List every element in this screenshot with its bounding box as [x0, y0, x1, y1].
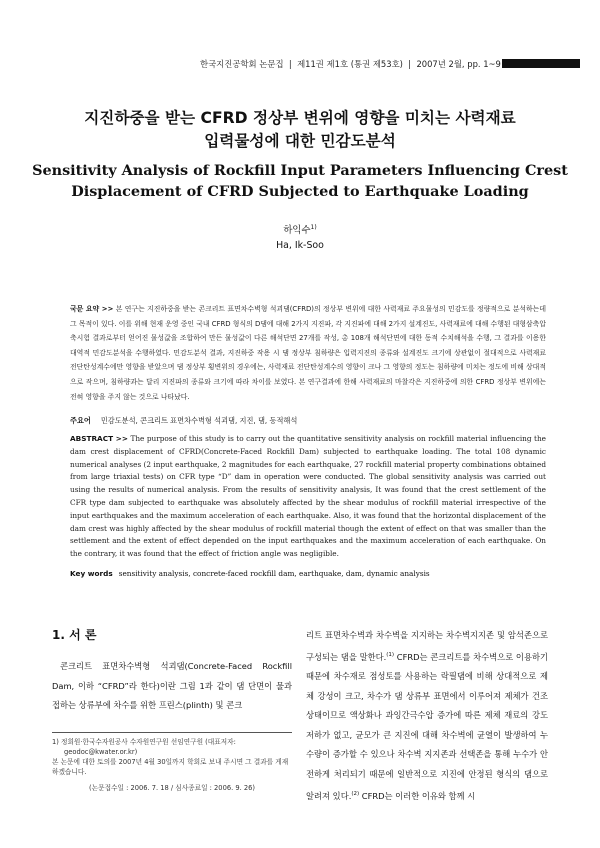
korean-abstract-text: 본 연구는 지진하중을 받는 콘크리트 표면차수벽형 석괴댐(CFRD)의 정상부 변위에 대한 사력재료 주요물성의 민감도를 정량적으로 분석하는데 그 목적이 있다. 이를 위해 현재 운영 중인 국내 CFRD 형식의 D댐에 대해 2가지 지진파, 각 지진파에 대해 2가지 설계진도, 사력재료에 대해 수행된 대형삼축압축시험 결과로부터 얻어진 물성값을 조합하여 만든 물성값이 다른 해석단면 27개를 작성, 총 108개 해석단면에 대한 동적 수치해석을 수행, 그 결과를 이용한 대역적 민감도분석을 수행하였다. 민감도분석 결과, 지진하중 작용 시 댐 정상부 침하량은 입력지진의 종류와 설계진도 크기에 상관없이 절대적으로 사력재료 전단탄성계수에만 영향을 받았으며 댐 정상부 횡변위의 경우에는, 사력재료 전단탄성계수의 영향이 크나 그 영향의 정도는 침하량에 미치는 정도에 비해 상대적으로 작으며, 침하량과는 달리 지진파의 종류와 크기에 따라 차이를 보였다. 본 연구결과에 한해 사력재료의 마찰각은 지진하중에 의한 CFRD 정상부 변위에는 전혀 영향을 주지 않는 것으로 나타났다. [70, 305, 546, 401]
english-keywords [70, 569, 546, 578]
date-pages: 2007년 2월, pp. 1~9 [416, 59, 501, 69]
korean-title [0, 107, 600, 153]
english-title [0, 160, 600, 202]
author-korean: 하익수$^{1)}$ [283, 223, 317, 236]
citation-2: (2) [351, 790, 360, 797]
english-title-line1: Sensitivity Analysis of Rockfill Input Parameters Influencing Crest [32, 162, 568, 179]
footnote-dates: (논문접수일 : 2006. 7. 18 / 심사종료일 : 2006. 9. 26) [89, 784, 255, 792]
korean-title-line2: 입력물성에 대한 민감도분석 [204, 132, 396, 150]
header-black-bar [502, 59, 580, 68]
introduction-paragraph-right: 리트 표면차수벽과 차수벽을 지지하는 차수벽지지존 및 암석존으로 구성되는 댐을 말한다.$^{(1)}$ CFRD는 콘크리트를 차수벽으로 이용하기 때문에 차수재로 점성토를 사용하는 락필댐에 비해 상대적으로 제체 강성이 크고, 차수가 댐 상류부 표면에서 이루어져 제체가 건조상태이므로 액상화나 과잉간극수압 증가에 따른 제체 재료의 강도저하가 없고, 균모가 큰 지진에 대해 차수벽에 균열이 발생하여 누수량이 증가할 수 있으나 차수벽 지지존과 선택존을 통해 누수가 안전하게 처리되기 때문에 일반적으로 지진에 안정된 형식의 댐으로 알려져 있다.$^{(2)}$ CFRD는 이러한 이유와 함께 시 [306, 630, 548, 801]
author-superscript: 1) [310, 223, 317, 231]
running-header: 한국지진공학회 논문집 | 제11권 제1호 (통권 제53호) | 2007년 2월, pp. 1~9 [60, 57, 580, 71]
footnote-affiliation: 1) 정회원·한국수자원공사 수자원연구원 선임연구원 (대표저자: geodoc@kwater.or.kr) [52, 738, 236, 756]
korean-keywords-text: 민감도분석, 콘크리트 표면차수벽형 석괴댐, 지진, 댐, 동적해석 [100, 416, 298, 425]
english-abstract [70, 433, 546, 561]
introduction-paragraph-left: 콘크리트 표면차수벽형 석괴댐(Concrete-Faced Rockfill Dam, 이하 “CFRD”라 한다)이란 그림 1과 같이 댐 단면이 물과 접하는 상류부에 차수를 위한 프린스(plinth) 및 콘크 [52, 661, 292, 711]
korean-keywords [70, 416, 546, 426]
footnote-discussion: 본 논문에 대한 토의를 2007년 4월 30일까지 학회로 보내 주시면 그 결과를 게재하겠습니다. [52, 758, 289, 776]
volume-issue: 제11권 제1호 (통권 제53호) [297, 59, 403, 69]
korean-keywords-label: 주요어 [70, 416, 91, 425]
english-abstract-label: ABSTRACT >> [70, 434, 128, 443]
korean-abstract-label: 국문 요약 >> [70, 305, 114, 313]
korean-abstract [70, 302, 546, 404]
english-abstract-text: The purpose of this study is to carry out the quantitative sensitivity analysis on rockfill material influencing the dam crest displacement of CFRD(Concrete-Faced Rockfill Dam) subjected to earthquake loading. The total 108 dynamic numerical analyses (2 input earthquake, 2 magnitudes for each earthquake, 27 rockfill material property combinations obtained from large triaxial tests) on CFR type “D” dam in operation were conducted. The global sensitivity analysis was carried out using the results of numerical analysis. From the results of sensitivity analysis, It was found that the crest settlement of the CFR type dam subjected to earthquake was absolutely affected by the shear modulus of rockfill material irrespective of the input earthquakes and the maximum acceleration of each earthquake. Also, it was found that the horizontal displacement of the dam crest was highly affected by the shear modulus of rockfill material though the extent of effect on that was smaller than the settlement and the extent of effect depended on the input earthquakes and the maximum acceleration of each earthquake. On the contrary, it was found that the effect of friction angle was negligible. [70, 434, 546, 559]
author-english: Ha, Ik-Soo [276, 240, 324, 251]
english-keywords-label: Key words [70, 569, 113, 578]
english-title-line2: Displacement of CFRD Subjected to Earthquake Loading [71, 183, 529, 200]
left-column [52, 626, 292, 716]
section-heading: 1. 서 론 [52, 628, 97, 642]
korean-title-line1: 지진하중을 받는 CFRD 정상부 변위에 영향을 미치는 사력재료 [84, 109, 516, 127]
citation-1: (1) [386, 651, 395, 658]
footnotes [52, 732, 292, 793]
english-keywords-text: sensitivity analysis, concrete-faced rockfill dam, earthquake, dam, dynamic analysis [118, 569, 430, 578]
journal-name: 한국지진공학회 논문집 [200, 59, 284, 69]
